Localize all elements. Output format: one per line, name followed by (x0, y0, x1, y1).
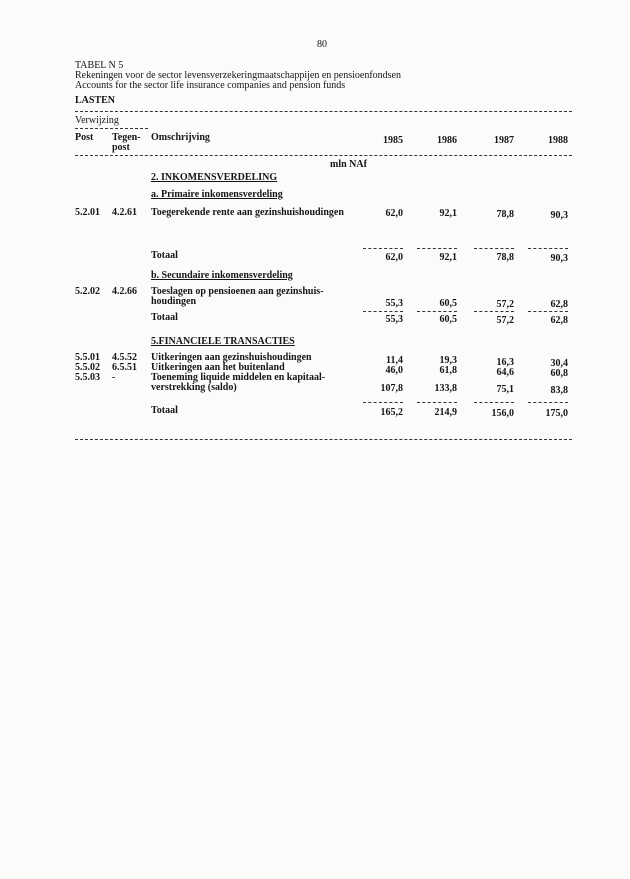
value: 60,8 (550, 368, 568, 379)
year-header: 1987 (494, 135, 514, 146)
counterpost-header: Tegen- (112, 132, 141, 143)
subtotal-rule (363, 248, 403, 249)
title-en: Accounts for the sector life insurance companies and pension funds (75, 80, 346, 91)
value: 133,8 (434, 383, 457, 394)
row-description: Toegerekende rente aan gezinshuishoudingen (151, 207, 344, 218)
page-number: 80 (317, 39, 327, 50)
total-value: 165,2 (380, 407, 403, 418)
reference-header: Verwijzing (75, 115, 119, 126)
value: 83,8 (550, 385, 568, 396)
description-header: Omschrijving (151, 132, 210, 143)
total-value: 92,1 (439, 252, 457, 263)
value: 46,0 (385, 365, 403, 376)
counterpost-code: - (112, 372, 116, 383)
value: 16,3 (496, 357, 514, 368)
subtotal-rule (363, 311, 403, 312)
post-code: 5.5.01 (75, 352, 100, 363)
total-value: 156,0 (491, 408, 514, 419)
subtotal-rule (528, 402, 568, 403)
divider (75, 155, 572, 156)
post-code: 5.2.01 (75, 207, 100, 218)
value: 62,8 (550, 299, 568, 310)
post-code: 5.2.02 (75, 286, 100, 297)
subtotal-rule (417, 248, 457, 249)
value: 75,1 (496, 384, 514, 395)
subtotal-rule (528, 248, 568, 249)
counterpost-code: 4.5.52 (112, 352, 137, 363)
value: 30,4 (550, 358, 568, 369)
value: 78,8 (496, 209, 514, 220)
subsection-title: b. Secundaire inkomensverdeling (151, 270, 293, 281)
total-label: Totaal (151, 312, 178, 323)
counterpost-code: 4.2.66 (112, 286, 137, 297)
year-header: 1986 (437, 135, 457, 146)
value: 61,8 (439, 365, 457, 376)
total-value: 78,8 (496, 252, 514, 263)
unit-label: mln NAf (330, 159, 367, 170)
value: 55,3 (385, 298, 403, 309)
year-header: 1985 (383, 135, 403, 146)
total-value: 62,8 (550, 315, 568, 326)
value: 92,1 (439, 208, 457, 219)
value: 90,3 (550, 210, 568, 221)
total-value: 60,5 (439, 314, 457, 325)
title-nl: Rekeningen voor de sector levensverzekeringmaatschappijen en pensioenfondsen (75, 70, 401, 81)
row-description: Uitkeringen aan het buitenland (151, 362, 285, 373)
counterpost-code: 6.5.51 (112, 362, 137, 373)
total-value: 214,9 (434, 407, 457, 418)
year-header: 1988 (548, 135, 568, 146)
post-code: 5.5.02 (75, 362, 100, 373)
row-description: Toeslagen op pensioenen aan gezinshuis- (151, 286, 324, 297)
divider (75, 439, 572, 440)
total-value: 62,0 (385, 252, 403, 263)
post-code: 5.5.03 (75, 372, 100, 383)
table-id: TABEL N 5 (75, 60, 124, 71)
subtotal-rule (474, 311, 514, 312)
divider (75, 111, 572, 112)
subtotal-rule (417, 311, 457, 312)
row-description: Uitkeringen aan gezinshuishoudingen (151, 352, 312, 363)
total-label: Totaal (151, 405, 178, 416)
post-header: Post (75, 132, 94, 143)
side-label: LASTEN (75, 95, 116, 106)
value: 11,4 (386, 355, 403, 366)
subtotal-rule (528, 311, 568, 312)
subtotal-rule (474, 402, 514, 403)
value: 57,2 (496, 299, 514, 310)
value: 64,6 (496, 367, 514, 378)
total-value: 175,0 (545, 408, 568, 419)
subtotal-rule (363, 402, 403, 403)
total-label: Totaal (151, 250, 178, 261)
total-value: 57,2 (496, 315, 514, 326)
total-value: 90,3 (550, 253, 568, 264)
row-description-cont: verstrekking (saldo) (151, 382, 237, 393)
total-value: 55,3 (385, 314, 403, 325)
value: 107,8 (380, 383, 403, 394)
row-description: Toeneming liquide middelen en kapitaal- (151, 372, 326, 383)
value: 60,5 (439, 298, 457, 309)
counterpost-header-2: post (112, 142, 130, 153)
section-title: 2. INKOMENSVERDELING (151, 172, 278, 183)
subsection-title: a. Primaire inkomensverdeling (151, 189, 283, 200)
divider (75, 128, 148, 129)
section-title: 5.FINANCIELE TRANSACTIES (151, 336, 295, 347)
value: 19,3 (439, 355, 457, 366)
subtotal-rule (474, 248, 514, 249)
counterpost-code: 4.2.61 (112, 207, 137, 218)
value: 62,0 (385, 208, 403, 219)
subtotal-rule (417, 402, 457, 403)
row-description-cont: houdingen (151, 296, 197, 307)
